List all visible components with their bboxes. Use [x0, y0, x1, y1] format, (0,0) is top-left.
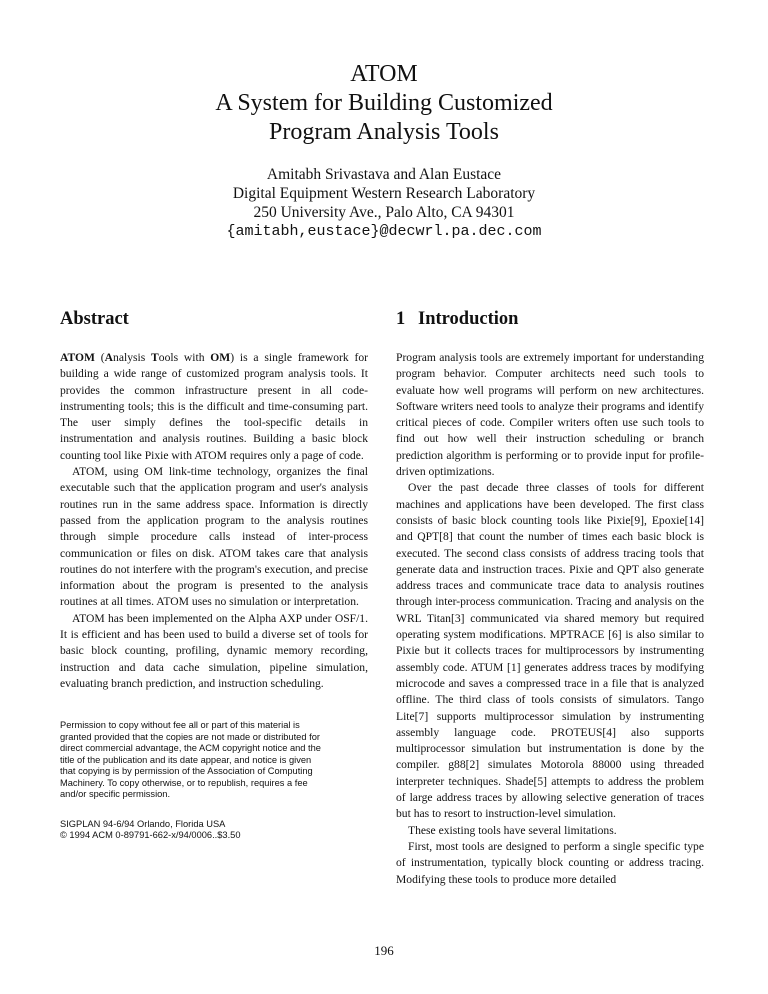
- abstract-heading: Abstract: [60, 309, 129, 329]
- author-names: Amitabh Srivastava and Alan Eustace: [266, 166, 502, 183]
- permission-line: title of the publication and its date appear, and notice is given: [60, 754, 312, 765]
- permission-line: Permission to copy without fee all or part of this material is: [60, 720, 300, 731]
- paper-title-line-2: A System for Building Customized: [215, 90, 553, 116]
- paper-title-line-3: Program Analysis Tools: [269, 119, 499, 145]
- copyright-permission-notice: [60, 720, 368, 801]
- permission-line: and/or specific permission.: [60, 789, 171, 800]
- abstract-paragraph-3: ATOM has been implemented on the Alpha AXP under OSF/1. It is efficient and has been used to build a diverse set of tools for basic block counting, profiling, dynamic memory recording, instruction and data cache simulation, pipeline simulation, evaluating branch prediction, and instruction scheduling.: [60, 611, 368, 690]
- author-affiliation: Digital Equipment Western Research Laboratory: [232, 185, 536, 202]
- section-title: Introduction: [418, 309, 519, 329]
- introduction-paragraph-1: Program analysis tools are extremely important for understanding program behavior. Computer architects need such tools to evaluate how well programs will perform on new architectures. Software writers need tools to analyze their programs and identify critical pieces of code. Compiler writers often use such tools to find out how well their instruction scheduling or branch prediction algorithm is performing or to provide input for profile-driven optimizations.: [396, 351, 704, 479]
- permission-line: granted provided that the copies are not made or distributed for: [60, 731, 320, 742]
- introduction-paragraph-2: Over the past decade three classes of tools for different machines and applications have been developed. The first class consists of basic block counting tools like Pixie[9], Epoxie[14] and QPT[8] that count the number of times each basic block is executed. The second class consists of address tracing tools that generate data and instruction traces. Pixie and QPT also generate address traces and communicate trace data to analysis routines through inter-process communication. Tracing and analysis on the WRL Titan[3] communicated via shared memory but required operating system modifications. MPTRACE [6] is also similar to Pixie but it collects traces for multiprocessors by instrumenting assembly code. ATUM [1] generates address traces by modifying microcode and saves a compressed trace in a file that is analyzed offline. The third class of tools consists of simulators. Tango Lite[7] supports multiprocessor simulation by instrumenting assembly language code. PROTEUS[4] also supports multiprocessor simulation but instrumentation is done by the compiler. g88[2] simulates Motorola 88000 using threaded interpreter techniques. Shade[5] attempts to address the problem of large address traces by allowing selective generation of traces but has to resort to instruction-level simulation.: [396, 481, 704, 821]
- venue-line: SIGPLAN 94-6/94 Orlando, Florida USA: [60, 818, 226, 829]
- author-address: 250 University Ave., Palo Alto, CA 94301: [253, 204, 515, 221]
- copyright-line: © 1994 ACM 0-89791-662-x/94/0006..$3.50: [60, 830, 241, 841]
- venue-notice: [60, 819, 368, 842]
- permission-line: Machinery. To copy otherwise, or to republish, requires a fee: [60, 777, 308, 788]
- author-email: {amitabh,eustace}@decwrl.pa.dec.com: [226, 223, 542, 240]
- abstract-paragraph-1: ATOM (Analysis Tools with OM) is a single framework for building a wide range of customized program analysis tools. It provides the common infrastructure present in all code-instrumenting tools; this is the difficult and time-consuming part. The user simply defines the tool-specific details in instrumentation and analysis routines. Building a basic block counting tool like Pixie with ATOM requires only a page of code.: [60, 351, 368, 462]
- permission-line: direct commercial advantage, the ACM copyright notice and the: [60, 743, 321, 754]
- page-number: 196: [374, 943, 394, 958]
- abstract-paragraph-2: ATOM, using OM link-time technology, organizes the final executable such that the application program and user's analysis routines run in the same address space. Information is directly passed from the application program to the analysis routines through simple procedure calls instead of inter-process communication or files on disk. ATOM takes care that analysis routines do not interfere with the program's execution, and precise information about the program is presented to the analysis routines at all times. ATOM uses no simulation or interpretation.: [60, 465, 368, 609]
- introduction-paragraph-3: These existing tools have several limitations.: [408, 823, 617, 837]
- left-column: [60, 308, 368, 842]
- introduction-paragraph-4: First, most tools are designed to perform a single specific type of instrumentation, typically block counting or address tracing. Modifying these tools to produce more detailed: [396, 839, 704, 886]
- introduction-heading: [396, 308, 704, 330]
- author-block: [0, 165, 768, 241]
- atom-acronym: ATOM: [60, 351, 95, 364]
- permission-line: that copying is by permission of the Association of Computing: [60, 766, 313, 777]
- right-column: [396, 308, 704, 888]
- paper-title-line-1: ATOM: [350, 61, 418, 87]
- section-number: 1: [396, 309, 406, 329]
- title-block: [0, 60, 768, 241]
